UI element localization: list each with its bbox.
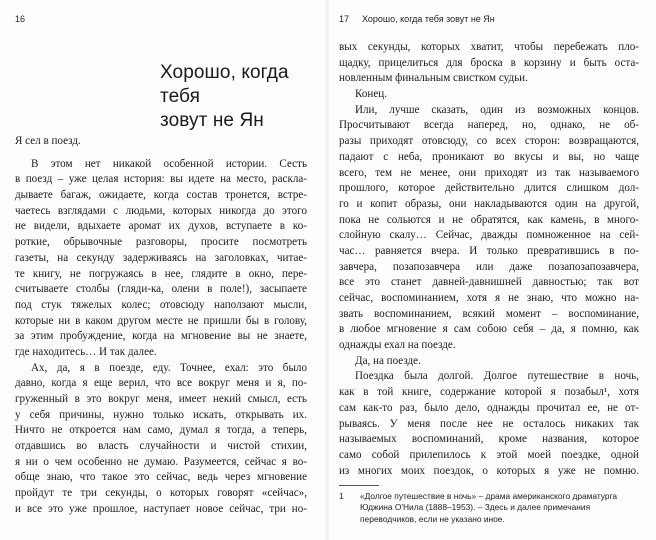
left-page-number: 16 [15,14,26,24]
text-line: Да, на поезде. [355,354,421,367]
text-line: Я сел в поезд. [15,135,81,147]
text-line: у себя причины, нужно только искать, открывать их. [15,408,307,421]
text-line: щадку, прицелиться для броска в корзину и быть оста- [339,56,639,69]
chapter-title [160,61,330,133]
text-line: я ни о чем особенно не думаю. Разумеется, сейчас я во- [15,455,307,468]
text-line: груженный в это вокруг меня, имеет некий смысл, есть [15,393,307,405]
text-line: все это станет давней-давнишней давностью; так вот [339,276,639,289]
text-line: как в той книге, содержание которой я позабыл¹, хотя [339,386,639,399]
right-page [329,0,656,540]
footnote-number: 1 [339,491,344,501]
right-page-number: 17 [339,14,350,24]
text-line: давно, когда я еще верил, что все вокруг меня и я, по- [15,377,307,390]
text-line: го и копит образы, они накладываются один на другой, [339,197,639,210]
text-line: отдавшись во власть случайности и чистой стихии, [15,440,307,453]
text-line: где находитесь… И так далее. [15,345,157,358]
right-body-text [339,40,639,479]
chapter-title-line-2: зовут не Ян [160,110,264,131]
chapter-title-line-1: Хорошо, когда тебя [160,62,289,107]
text-line: в любое мгновение я сам собою себя – да, я помню, как [339,323,639,336]
text-line: дываете багаж, ожидаете, когда состав тронется, встре- [15,189,307,202]
text-line: новленным финальным свистком судьи. [339,72,528,85]
text-line: Ничто не откроется нам само, думал я тогда, а теперь, [15,424,307,437]
text-line: Или, лучше сказать, один из возможных концов. [355,103,639,116]
text-line: называемых воспоминаний, кроме названия, которое [339,433,639,446]
text-line: падают с неба, проникают во вкусы и вы, но чаще [339,150,639,163]
text-line: однажды ехал на поезде. [339,339,456,352]
text-line: рываясь. У меня после нее не осталось никаких так [339,417,639,430]
text-line: само собой прилепилось к этой моей поездке, одной [339,448,639,461]
footnote-rule [339,485,379,486]
text-line: завчера, позапозавчера или даже позапозапозавчера, [339,260,639,273]
text-line: вых секунды, которых хватит, чтобы перебежать пло- [339,41,639,53]
text-line: в поезд – уже целая история: вы идете на место, раскла- [15,173,307,186]
footnote-text [360,491,640,525]
text-line: сейчас, воспоминанием, хотя я не знаю, что можно на- [339,292,639,304]
text-line: пока не сольются и не обратятся, как камень, в много- [339,213,639,226]
text-line: пройдут те три секунды, о которых говорят «сейчас», [15,487,307,500]
footnote-line: «Долгое путешествие в ночь» – драма американского драматурга [360,491,618,501]
text-line: Ах, да, я в поезде, еду. Точнее, ехал: это было [31,361,307,374]
text-line: за этим пробуждение, когда на мгновение вы не знаете, [15,330,307,343]
text-line: Поездка была долгой. Долгое путешествие в ночь, [355,370,639,383]
text-line: роткие, обрывочные разговоры, просите посмотреть [15,236,307,249]
text-line: Просчитывают всегда наперед, но, однако, не об- [339,119,639,132]
text-line: которые ни в каком другом месте не пришли бы в голову, [15,314,307,327]
left-body-text [15,134,307,518]
text-line: обще знаю, что такое это сейчас, ведь через мгновение [15,471,307,484]
text-line: не видели, вдыхаете аромат их духов, вступаете в ко- [15,220,307,233]
text-line: звать воспоминанием, всякий момент – воспоминание, [339,307,639,320]
text-line: всего, тем не менее, они приходят из так называемого [339,166,639,179]
footnote-line: Юджина О'Нила (1888–1953). – Здесь и далее примечания [360,502,591,513]
text-line: под стук тяжелых колес; отовсюду наползают мысли, [15,298,307,311]
text-line: сам как-то раз, было дело, однажды прочитал ее, не от- [339,401,639,414]
text-line: В этом нет никакой особенной истории. Сесть [31,157,307,170]
text-line: прошлого, которое действительно длится слишком дол- [339,182,639,195]
text-line: Конец. [355,88,387,101]
text-line: чаетесь взглядами с людьми, которых никогда до этого [15,204,307,217]
running-head: Хорошо, когда тебя зовут не Ян [362,14,495,24]
text-line: из многих моих поездок, о которых я уже не помню. [339,464,639,477]
text-line: газеты, на секунду задерживаясь на заголовках, читае- [15,251,307,264]
text-line: час… равняется вчера. И только превратившись в по- [339,244,639,257]
left-page [0,0,327,540]
text-line: и все это уже прошлое, наступает новое сейчас, три но- [15,502,307,515]
text-line: те книгу, не погружаясь в нее, глядите в окно, пере- [15,267,307,280]
text-line: слойную скалу… Сейчас, дважды помноженное на сей- [339,229,639,242]
text-line: разы приходят отовсюду, со всех сторон: возвращаются, [339,135,639,148]
footnote-line: переводчиков, если не указано иное. [360,513,505,524]
text-line: считываете столбы (гляди-ка, олени в поле!), засыпаете [15,283,307,296]
